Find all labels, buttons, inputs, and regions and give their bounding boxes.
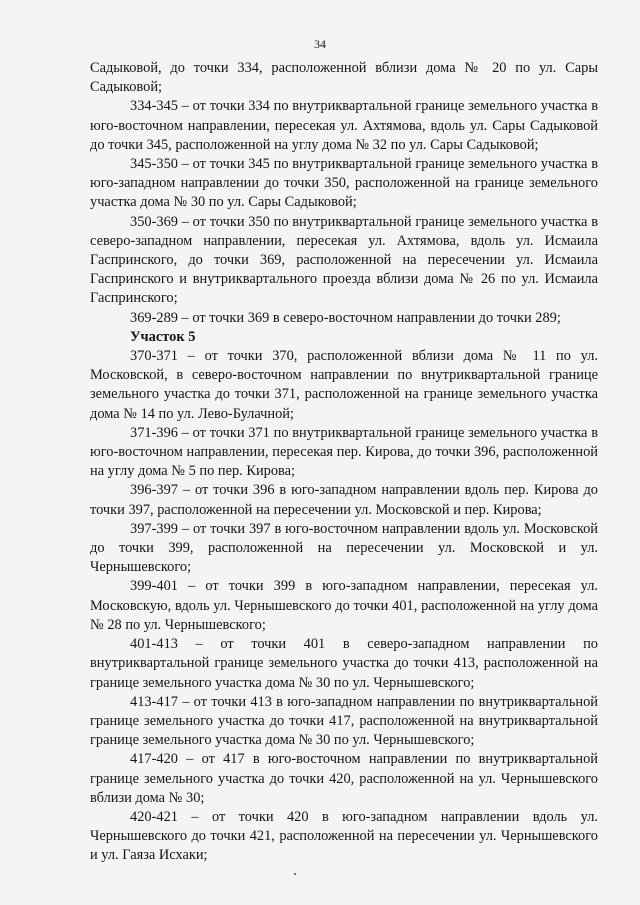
paragraph: 396-397 – от точки 396 в юго-западном направлении вдоль пер. Кирова до точки 397, расположенной на пересечении ул. Московской и пер. Кирова; (90, 482, 598, 518)
paragraph: 370-371 – от точки 370, расположенной вблизи дома № 11 по ул. Московской, в северо-восточном направлении по внутриквартальной границе земельного участка до точки 371, расположенной на границе земельного участка дома № 14 по ул. Лево-Булачной; (90, 348, 598, 422)
paragraph: 413-417 – от точки 413 в юго-западном направлении по внутриквартальной границе земельного участка до точки 417, расположенной на внутриквартальной границе земельного участка дома № 30 по ул. Чернышевского; (90, 693, 598, 749)
paragraph: 345-350 – от точки 345 по внутриквартальной границе земельного участка в юго-западном направлении до точки 350, расположенной на границе земельного участка дома № 30 по ул. Сары Садыковой; (90, 156, 598, 211)
paragraph: 399-401 – от точки 399 в юго-западном направлении, пересекая ул. Московскую, вдоль ул. Чернышевского до точки 401, расположенной на углу дома № 28 по ул. Чернышевского; (90, 578, 598, 633)
paragraph: 334-345 – от точки 334 по внутриквартальной границе земельного участка в юго-восточном направлении, пересекая ул. Ахтямова, вдоль ул. Сары Садыковой до точки 345, расположенной на углу дома № 32 по ул. Сары Садыковой; (90, 98, 598, 153)
scan-speck (294, 873, 296, 875)
paragraph: 371-396 – от точки 371 по внутриквартальной границе земельного участка в юго-восточном направлении, пересекая пер. Кирова, до точки 396, расположенной на углу дома № 5 по пер. Кирова; (90, 424, 598, 480)
paragraph: Садыковой, до точки 334, расположенной вблизи дома № 20 по ул. Сары Садыковой; (90, 60, 598, 96)
paragraph: 420-421 – от точки 420 в юго-западном направлении вдоль ул. Чернышевского до точки 421, расположенной на пересечении ул. Чернышевского и ул. Гаяза Исхаки; (90, 808, 598, 864)
paragraph: 397-399 – от точки 397 в юго-восточном направлении вдоль ул. Московской до точки 399, расположенной на пересечении ул. Московской и ул. Чернышевского; (90, 520, 598, 576)
document-body (90, 59, 598, 866)
paragraph: 350-369 – от точки 350 по внутриквартальной границе земельного участка в северо-западном направлении, пересекая ул. Ахтямова, вдоль ул. Исмаила Гаспринского, до точки 369, расположенной на пересечении ул. Исмаила Гаспринского и внутриквартального проезда вблизи дома № 26 по ул. Исмаила Гаспринского; (90, 213, 598, 307)
paragraph: 369-289 – от точки 369 в северо-восточном направлении до точки 289; (130, 309, 561, 326)
paragraph: 401-413 – от точки 401 в северо-западном направлении по внутриквартальной границе земельного участка до точки 413, расположенной на границе земельного участка дома № 30 по ул. Чернышевского; (90, 636, 598, 691)
section-heading: Участок 5 (130, 328, 196, 345)
paragraph: 417-420 – от 417 в юго-восточном направлении по внутриквартальной границе земельного участка до точки 420, расположенной на ул. Чернышевского вблизи дома № 30; (90, 751, 598, 806)
page-number: 34 (314, 37, 326, 51)
